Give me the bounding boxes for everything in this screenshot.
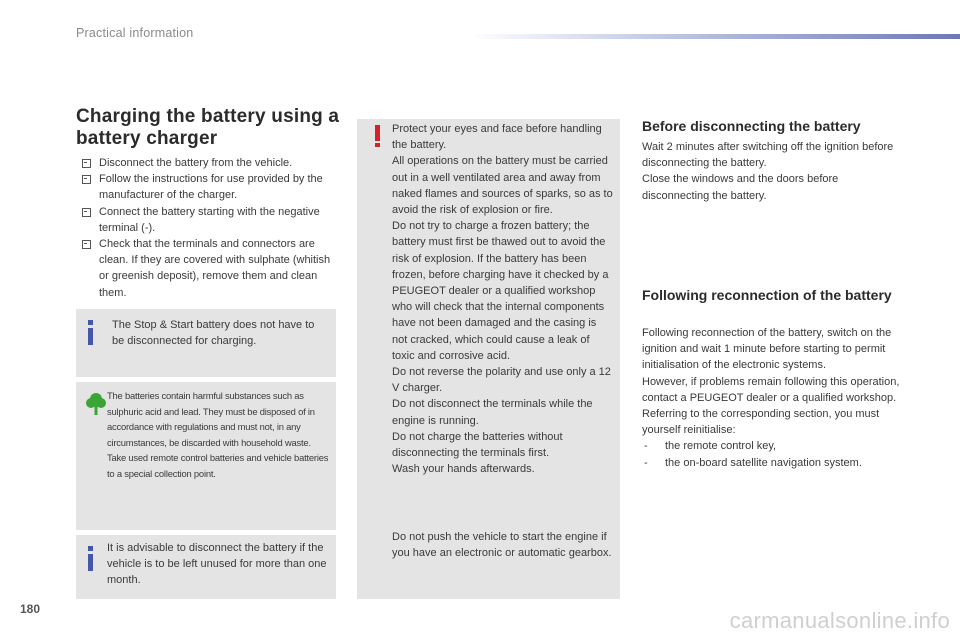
warning-line: Do not charge the batteries without disconnecting the terminals first. <box>392 430 563 460</box>
info-icon <box>88 546 93 571</box>
checkbox-icon <box>82 240 91 249</box>
following-reconnection-text: Following reconnection of the battery, switch on the ignition and wait 1 minute before starting to permit initialisation of the electronic systems. However, if problems remain following this operation, contact a PEUGEOT dealer or a qualified workshop. Referring to the corresponding section, you must yourself reinitialise: - the remote control key, - the on-board satellite navigation system. <box>642 325 904 471</box>
warning-box <box>357 119 620 599</box>
warning-line: Wash your hands afterwards. <box>392 463 535 476</box>
info-box-stop-start <box>76 309 336 377</box>
environment-text <box>107 388 331 482</box>
warning-text <box>392 121 614 477</box>
push-note: Do not push the vehicle to start the engine if you have an electronic or automatic gearbox. <box>392 531 612 560</box>
environment-line: Take used remote control batteries and vehicle batteries to a special collection point. <box>107 452 329 479</box>
section-title-before-disconnecting: Before disconnecting the battery <box>642 118 861 134</box>
environment-line: The batteries contain harmful substances such as sulphuric acid and lead. They must be disposed of in accordance with regulations and must not, in any circumstances, be discarded with household waste. <box>107 390 315 448</box>
warning-icon <box>374 125 380 147</box>
warning-line: Do not reverse the polarity and use only a 12 V charger. <box>392 366 611 395</box>
warning-line: Do not try to charge a frozen battery; the battery must first be thawed out to avoid the risk of explosion. If the battery has been frozen, before charging have it checked by a PEUGEOT dealer or a qualified workshop who will check that the internal components have not been damaged and the casing is not cracked, which could cause a leak of toxic and corrosive acid. <box>392 220 609 362</box>
checkbox-icon <box>82 175 91 184</box>
info-text: It is advisable to disconnect the battery if the vehicle is to be left unused for more than one month. <box>107 542 327 587</box>
warning-line: Protect your eyes and face before handling the battery. <box>392 123 602 152</box>
info-box-unused <box>76 535 336 599</box>
charging-steps-list <box>80 155 338 301</box>
list-item: Follow the instructions for use provided by the manufacturer of the charger. <box>80 171 338 203</box>
list-item: - the remote control key, <box>644 440 777 453</box>
checkbox-icon <box>82 159 91 168</box>
environment-note-box <box>76 382 336 530</box>
tree-icon <box>84 392 108 416</box>
page-title: Charging the battery using a battery charger <box>76 106 340 149</box>
header-gradient-bar <box>470 34 960 39</box>
checkbox-icon <box>82 208 91 217</box>
warning-line: Do not disconnect the terminals while the engine is running. <box>392 398 593 427</box>
warning-line: All operations on the battery must be carried out in a well ventilated area and away from naked flames and sources of sparks, so as to avoid the risk of explosion or fire. <box>392 155 613 217</box>
info-text: The Stop & Start battery does not have to be disconnected for charging. <box>112 319 315 348</box>
section-title-following-reconnection: Following reconnection of the battery <box>642 287 892 303</box>
page-number: 180 <box>20 602 41 616</box>
list-item: Check that the terminals and connectors are clean. If they are covered with sulphate (whitish or greenish deposit), remove them and clean them. <box>80 236 338 301</box>
list-item: Connect the battery starting with the negative terminal (-). <box>80 204 338 236</box>
list-item: - the on-board satellite navigation system. <box>644 456 862 469</box>
list-item: Disconnect the battery from the vehicle. <box>80 155 338 171</box>
watermark: carmanualsonline.info <box>729 608 950 633</box>
info-icon <box>88 320 93 345</box>
before-disconnecting-text: Wait 2 minutes after switching off the ignition before disconnecting the battery. Close the windows and the doors before disconnecting the battery. <box>642 141 894 202</box>
section-header: Practical information <box>76 26 194 40</box>
